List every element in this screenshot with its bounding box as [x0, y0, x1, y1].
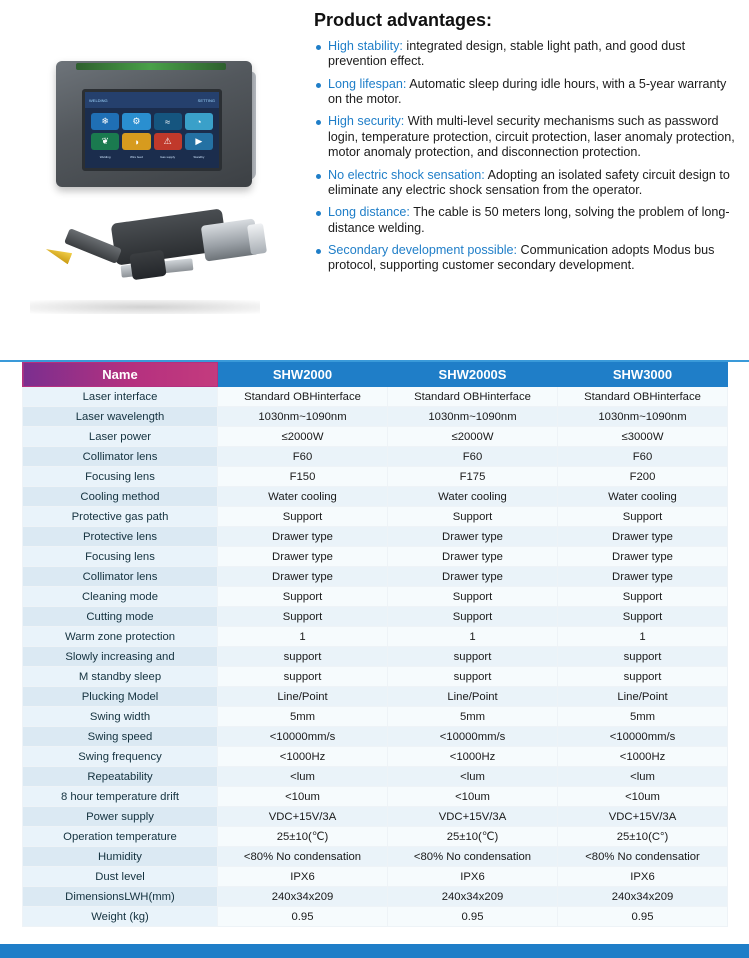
table-row	[23, 567, 728, 587]
table-row	[23, 467, 728, 487]
table-row	[23, 447, 728, 467]
table-row	[23, 507, 728, 527]
table-row	[23, 907, 728, 927]
advantage-heading: Long lifespan:	[328, 76, 407, 91]
advantage-item	[314, 114, 741, 160]
spec-value: F60	[558, 447, 728, 467]
spec-value: <1000Hz	[558, 747, 728, 767]
screen-icon-label: Standby	[193, 155, 205, 159]
spec-label: Swing speed	[23, 727, 218, 747]
spec-value: <80% No condensatior	[558, 847, 728, 867]
advantage-text: Adopting an isolated safety circuit design to eliminate any electric shock sensation from the operator.	[328, 167, 730, 197]
spec-value: Support	[388, 587, 558, 607]
spec-label: Laser power	[23, 427, 218, 447]
table-row	[23, 827, 728, 847]
spec-value: Standard OBHinterface	[218, 387, 388, 407]
table-row	[23, 607, 728, 627]
table-row	[23, 627, 728, 647]
spec-label: Swing frequency	[23, 747, 218, 767]
spec-value: 5mm	[558, 707, 728, 727]
spec-value: support	[218, 647, 388, 667]
table-row	[23, 687, 728, 707]
table-row	[23, 387, 728, 407]
screen-icon-labels	[85, 155, 219, 159]
spec-label: 8 hour temperature drift	[23, 787, 218, 807]
spec-value: Drawer type	[218, 527, 388, 547]
advantage-heading: High security:	[328, 114, 405, 129]
spec-label: Weight (kg)	[23, 907, 218, 927]
screen-icon-grid	[85, 108, 219, 155]
gear-icon[interactable]: ⚙	[122, 113, 150, 130]
snowflake-icon[interactable]: ❄	[91, 113, 119, 130]
spec-label: DimensionsLWH(mm)	[23, 887, 218, 907]
table-row	[23, 867, 728, 887]
table-header-row	[23, 363, 728, 387]
spec-label: Laser wavelength	[23, 407, 218, 427]
table-row	[23, 547, 728, 567]
laser-welding-gun	[35, 200, 275, 295]
table-row	[23, 787, 728, 807]
spec-value: Support	[558, 507, 728, 527]
table-row	[23, 767, 728, 787]
gauge-icon[interactable]: ◑	[122, 133, 150, 150]
spec-value: ≤3000W	[558, 427, 728, 447]
advantages-section	[300, 0, 749, 360]
controller-top-strip	[76, 63, 226, 70]
spec-value: ≤2000W	[388, 427, 558, 447]
gun-fiber-connector	[247, 223, 267, 255]
spec-label: Warm zone protection	[23, 627, 218, 647]
spec-value: VDC+15V/3A	[218, 807, 388, 827]
spec-value: 240x34x209	[558, 887, 728, 907]
screen-icon-label: Welding	[99, 155, 111, 159]
advantages-title: Product advantages:	[314, 10, 493, 30]
spec-label: Cleaning mode	[23, 587, 218, 607]
spec-value: 0.95	[558, 907, 728, 927]
spec-value: Drawer type	[558, 527, 728, 547]
spec-label: M standby sleep	[23, 667, 218, 687]
table-row	[23, 667, 728, 687]
spec-value: F175	[388, 467, 558, 487]
spec-value: Support	[558, 587, 728, 607]
spec-value: Drawer type	[388, 547, 558, 567]
spec-label: Protective gas path	[23, 507, 218, 527]
table-header-model-3: SHW3000	[558, 363, 728, 387]
spec-label: Humidity	[23, 847, 218, 867]
spec-value: IPX6	[388, 867, 558, 887]
spec-value: Support	[388, 507, 558, 527]
spec-value: <1000Hz	[388, 747, 558, 767]
table-row	[23, 487, 728, 507]
advantage-item	[314, 243, 741, 274]
advantage-text: integrated design, stable light path, and good dust prevention effect.	[328, 39, 686, 69]
screen-status-bar	[85, 92, 219, 108]
table-row	[23, 587, 728, 607]
spec-value: support	[388, 667, 558, 687]
table-row	[23, 847, 728, 867]
photo-shadow	[30, 300, 260, 314]
spec-value: Drawer type	[388, 527, 558, 547]
table-header-name: Name	[23, 363, 218, 387]
spec-value: 25±10(C°)	[558, 827, 728, 847]
advantage-item	[314, 168, 741, 199]
advantage-item	[314, 77, 741, 108]
spec-value: 5mm	[388, 707, 558, 727]
spec-value: 1	[558, 627, 728, 647]
spec-value: VDC+15V/3A	[388, 807, 558, 827]
spec-table-wrapper	[0, 362, 749, 927]
spec-value: support	[388, 647, 558, 667]
spec-value: <10000mm/s	[218, 727, 388, 747]
spec-value: <10um	[558, 787, 728, 807]
spec-label: Cutting mode	[23, 607, 218, 627]
welding-controller-unit	[48, 55, 258, 195]
spec-value: <lum	[558, 767, 728, 787]
table-row	[23, 807, 728, 827]
table-row	[23, 647, 728, 667]
spec-label: Focusing lens	[23, 547, 218, 567]
spec-label: Collimator lens	[23, 447, 218, 467]
spec-label: Cooling method	[23, 487, 218, 507]
spec-label: Focusing lens	[23, 467, 218, 487]
spec-value: F60	[388, 447, 558, 467]
table-row	[23, 527, 728, 547]
advantage-heading: Secondary development possible:	[328, 242, 518, 257]
spec-value: IPX6	[218, 867, 388, 887]
spec-value: 0.95	[388, 907, 558, 927]
spec-value: <80% No condensation	[388, 847, 558, 867]
wave-icon[interactable]: ≈	[154, 113, 182, 130]
spec-value: F60	[218, 447, 388, 467]
spec-value: Support	[558, 607, 728, 627]
spec-value: 1	[388, 627, 558, 647]
top-section	[0, 0, 749, 360]
spec-value: Drawer type	[558, 547, 728, 567]
table-row	[23, 887, 728, 907]
table-row	[23, 727, 728, 747]
spec-label: Repeatability	[23, 767, 218, 787]
spec-label: Power supply	[23, 807, 218, 827]
spec-value: 1	[218, 627, 388, 647]
spec-value: ≤2000W	[218, 427, 388, 447]
spec-value: 1030nm~1090nm	[388, 407, 558, 427]
spec-label: Protective lens	[23, 527, 218, 547]
spec-label: Collimator lens	[23, 567, 218, 587]
spec-value: Water cooling	[218, 487, 388, 507]
spec-value: <lum	[388, 767, 558, 787]
advantage-heading: No electric shock sensation:	[328, 167, 485, 182]
product-photo	[0, 0, 300, 360]
advantages-list	[314, 39, 741, 274]
play-icon[interactable]: ▶	[185, 133, 213, 150]
spec-value: Water cooling	[388, 487, 558, 507]
spec-value: 25±10(℃)	[388, 827, 558, 847]
spec-label: Slowly increasing and	[23, 647, 218, 667]
spec-value: <1000Hz	[218, 747, 388, 767]
gun-handle	[129, 250, 166, 280]
spec-value: Support	[218, 507, 388, 527]
spec-value: <80% No condensation	[218, 847, 388, 867]
advantage-text: Automatic sleep during idle hours, with a 5-year warranty on the motor.	[328, 76, 727, 107]
spec-value: Drawer type	[218, 567, 388, 587]
table-row	[23, 707, 728, 727]
advantage-text: With multi-level security mechanisms such as password login, temperature protection, circuit protection, laser anomaly protection, motor anomaly protection, and disconnection protection.	[328, 114, 735, 160]
spec-value: 1030nm~1090nm	[558, 407, 728, 427]
table-body	[23, 387, 728, 927]
table-row	[23, 427, 728, 447]
bottom-accent-bar	[0, 944, 749, 958]
spec-value: Support	[218, 587, 388, 607]
spec-value: Line/Point	[388, 687, 558, 707]
screen-status-left: WELDING	[89, 97, 108, 103]
leaf-icon[interactable]: ❦	[91, 133, 119, 150]
spec-value: <lum	[218, 767, 388, 787]
spec-value: Water cooling	[558, 487, 728, 507]
spec-label: Laser interface	[23, 387, 218, 407]
spec-value: Standard OBHinterface	[558, 387, 728, 407]
advantage-item	[314, 39, 741, 70]
spec-value: Line/Point	[218, 687, 388, 707]
spec-value: support	[218, 667, 388, 687]
spec-value: support	[558, 647, 728, 667]
spec-value: <10um	[218, 787, 388, 807]
advantage-text: The cable is 50 meters long, solving the problem of long-distance welding.	[328, 205, 730, 235]
spec-value: 240x34x209	[388, 887, 558, 907]
advantage-text: Communication adopts Modus bus protocol, supporting customer secondary development.	[328, 242, 715, 273]
spec-value: <10000mm/s	[558, 727, 728, 747]
spec-value: Support	[388, 607, 558, 627]
spec-value: Drawer type	[388, 567, 558, 587]
spec-label: Dust level	[23, 867, 218, 887]
controller-case	[56, 61, 252, 187]
spec-value: Drawer type	[558, 567, 728, 587]
spec-label: Plucking Model	[23, 687, 218, 707]
table-row	[23, 407, 728, 427]
spec-value: 240x34x209	[218, 887, 388, 907]
spec-value: 5mm	[218, 707, 388, 727]
advantage-item	[314, 205, 741, 236]
specification-table	[22, 362, 728, 927]
table-row	[23, 747, 728, 767]
gun-copper-tip	[44, 244, 73, 265]
advantage-heading: Long distance:	[328, 205, 410, 220]
spec-label: Swing width	[23, 707, 218, 727]
spec-value: <10um	[388, 787, 558, 807]
spec-value: Standard OBHinterface	[388, 387, 558, 407]
spec-value: <10000mm/s	[388, 727, 558, 747]
spec-value: F150	[218, 467, 388, 487]
spec-value: 25±10(℃)	[218, 827, 388, 847]
spec-value: VDC+15V/3A	[558, 807, 728, 827]
spec-value: F200	[558, 467, 728, 487]
warning-icon[interactable]: ⚠	[154, 133, 182, 150]
spec-value: support	[558, 667, 728, 687]
controller-touchscreen[interactable]	[82, 89, 222, 171]
screen-icon-label: Wire feed	[129, 155, 143, 159]
table-header-model-1: SHW2000	[218, 363, 388, 387]
spec-value: Line/Point	[558, 687, 728, 707]
table-header-model-2: SHW2000S	[388, 363, 558, 387]
spec-value: 1030nm~1090nm	[218, 407, 388, 427]
clock-icon[interactable]: ◔	[185, 113, 213, 130]
spec-value: Drawer type	[218, 547, 388, 567]
advantage-heading: High stability:	[328, 39, 403, 53]
spec-value: Support	[218, 607, 388, 627]
spec-value: 0.95	[218, 907, 388, 927]
screen-icon-label: Gas supply	[160, 155, 176, 159]
screen-status-right: SETTING	[197, 97, 215, 103]
spec-value: IPX6	[558, 867, 728, 887]
spec-label: Operation temperature	[23, 827, 218, 847]
